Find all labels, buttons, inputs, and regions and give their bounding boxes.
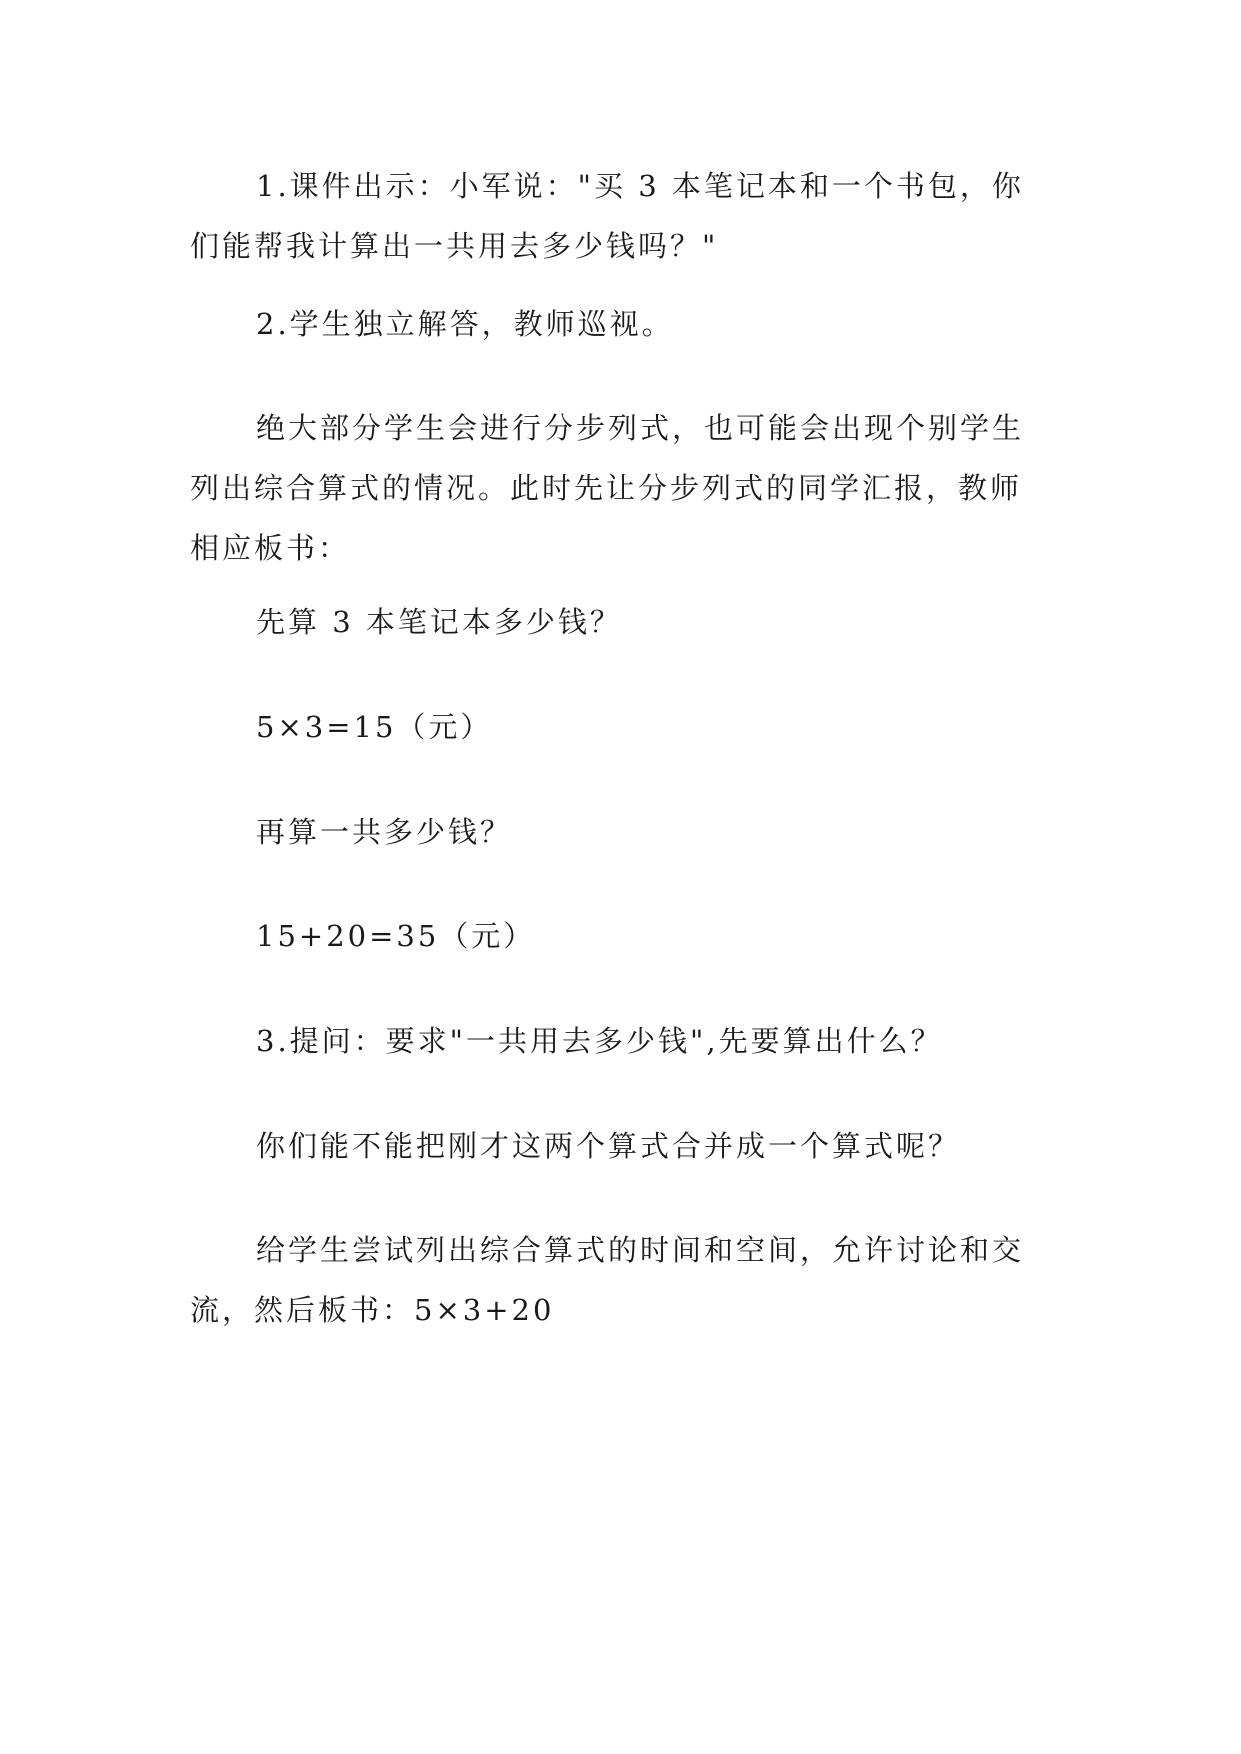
paragraph-1: 1.课件出示：小军说："买 3 本笔记本和一个书包，你们能帮我计算出一共用去多少钱吗？" bbox=[190, 169, 1024, 263]
paragraph-3: 绝大部分学生会进行分步列式，也可能会出现个别学生列出综合算式的情况。此时先让分步列式的同学汇报，教师相应板书： bbox=[190, 411, 1025, 565]
paragraph-6: 再算一共多少钱？ bbox=[256, 815, 513, 849]
paragraph-8: 3.提问：要求"一共用去多少钱",先要算出什么？ bbox=[256, 1024, 943, 1058]
paragraph-7: 15+20=35（元） bbox=[256, 919, 536, 953]
paragraph-10: 给学生尝试列出综合算式的时间和空间，允许讨论和交流，然后板书：5×3+20 bbox=[190, 1233, 1025, 1327]
paragraph-5: 5×3=15（元） bbox=[256, 710, 493, 744]
paragraph-2: 2.学生独立解答，教师巡视。 bbox=[256, 307, 674, 341]
paragraph-9: 你们能不能把刚才这两个算式合并成一个算式呢？ bbox=[256, 1129, 961, 1163]
paragraph-4: 先算 3 本笔记本多少钱？ bbox=[256, 605, 622, 639]
